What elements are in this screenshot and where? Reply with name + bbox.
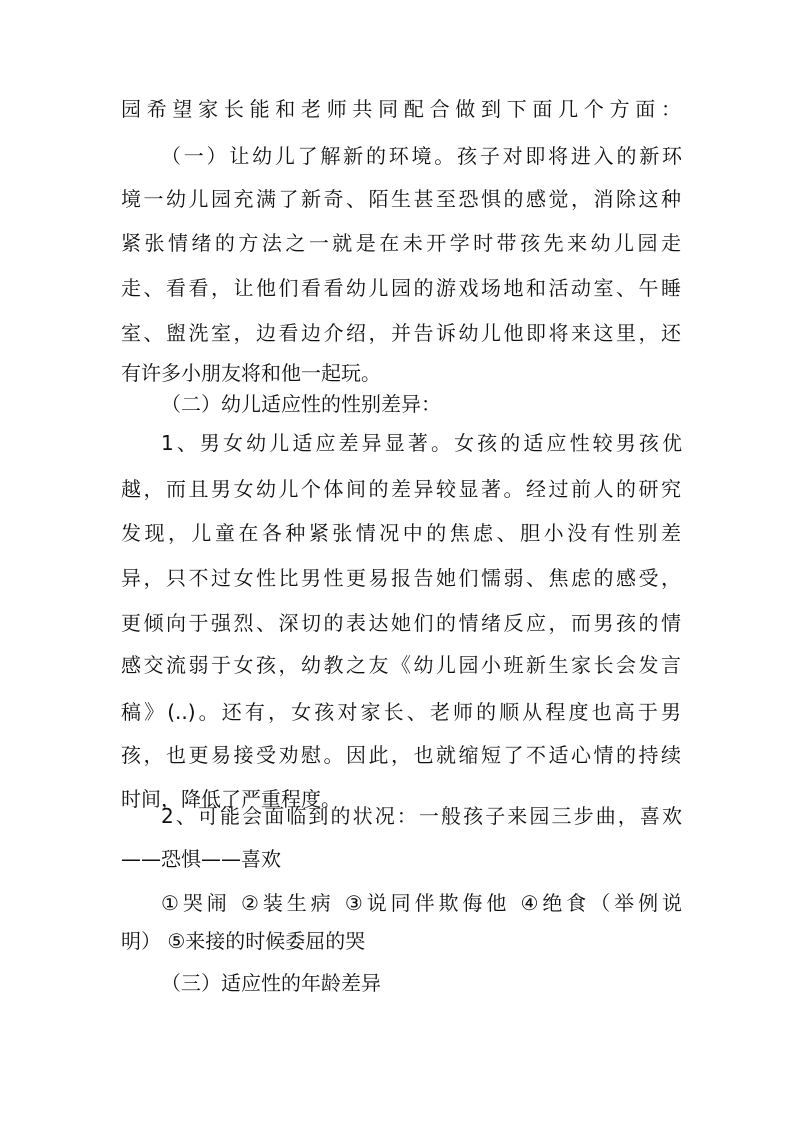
section-heading-3: （三）适应性的年龄差异 xyxy=(161,971,381,995)
paragraph-line: ——恐惧——喜欢 xyxy=(121,847,281,871)
paragraph-line: 园希望家长能和老师共同配合做到下面几个方面： xyxy=(121,97,681,121)
paragraph-line: 异，只不过女性比男性更易报告她们懦弱、焦虑的感受， xyxy=(121,566,681,590)
paragraph-line: 发现，儿童在各种紧张情况中的焦虑、胆小没有性别差 xyxy=(121,521,681,545)
paragraph-line: 感交流弱于女孩，幼教之友《幼儿园小班新生家长会发言 xyxy=(121,653,681,677)
paragraph-line: 2、可能会面临到的状况：一般孩子来园三步曲，喜欢 xyxy=(161,804,682,828)
section-heading-1: （一）让幼儿了解新的环境。孩子对即将进入的新环 xyxy=(161,144,682,168)
paragraph-line: 稿》(..)。还有，女孩对家长、老师的顺从程度也高于男 xyxy=(121,700,681,724)
example-list-line: 明） ⑤来接的时候委屈的哭 xyxy=(121,929,366,953)
paragraph-line: 紧张情绪的方法之一就是在未开学时带孩先来幼儿园走 xyxy=(121,231,681,255)
paragraph-line: 越，而且男女幼儿个体间的差异较显著。经过前人的研究 xyxy=(121,477,681,501)
section-heading-2: （二）幼儿适应性的性别差异： xyxy=(161,392,441,416)
paragraph-line: 孩，也更易接受劝慰。因此，也就缩短了不适心情的持续 xyxy=(121,743,681,767)
paragraph-line: 1、男女幼儿适应差异显著。女孩的适应性较男孩优 xyxy=(161,431,682,455)
paragraph-line: 境一幼儿园充满了新奇、陌生甚至恐惧的感觉，消除这种 xyxy=(121,187,681,211)
paragraph-line: 室、盥洗室，边看边介绍，并告诉幼儿他即将来这里，还 xyxy=(121,321,681,345)
paragraph-line: 更倾向于强烈、深切的表达她们的情绪反应，而男孩的情 xyxy=(121,611,681,635)
example-list-line: ①哭闹 ②装生病 ③说同伴欺侮他 ④绝食（举例说 xyxy=(161,891,682,915)
paragraph-line: 时间，降低了严重程度。 xyxy=(121,787,341,811)
paragraph-line: 走、看看，让他们看看幼儿园的游戏场地和活动室、午睡 xyxy=(121,276,681,300)
paragraph-line: 有许多小朋友将和他一起玩。 xyxy=(121,361,381,385)
